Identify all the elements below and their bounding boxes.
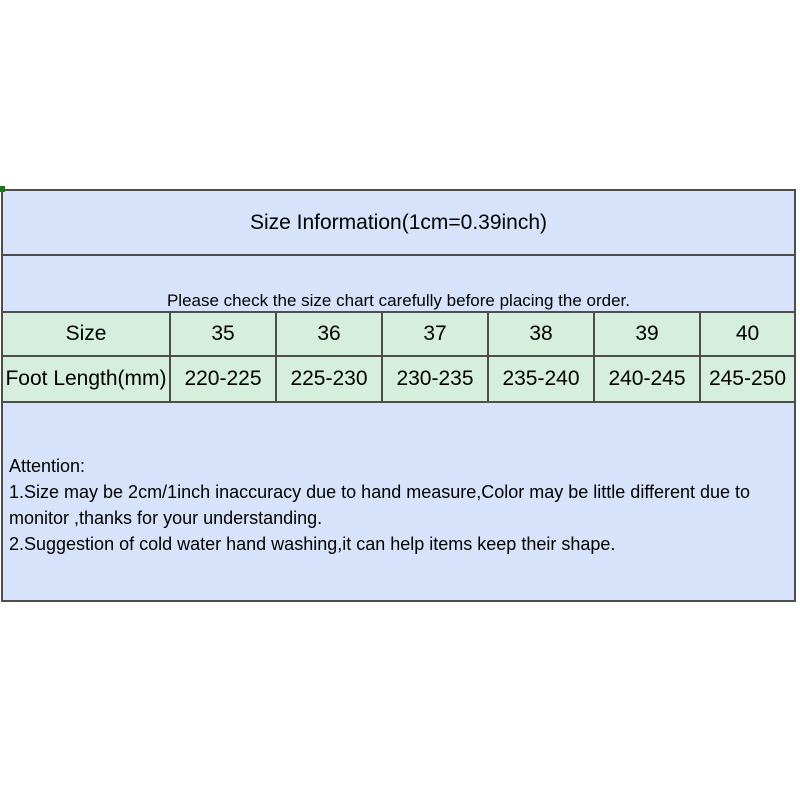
attention-block — [3, 403, 794, 557]
foot-length-row — [2, 356, 795, 402]
foot-length-cell: 245-250 — [700, 356, 795, 402]
foot-length-cell: 225-230 — [276, 356, 382, 402]
attention-line: 1.Size may be 2cm/1inch inaccuracy due to hand measure,Color may be little different due to — [9, 482, 751, 502]
foot-length-cell: 230-235 — [382, 356, 488, 402]
foot-length-cell: 235-240 — [488, 356, 594, 402]
size-row-label: Size — [2, 312, 170, 356]
title-row — [2, 190, 795, 255]
foot-length-cell: 220-225 — [170, 356, 276, 402]
size-value-cell: 38 — [488, 312, 594, 356]
foot-length-label: Foot Length(mm) — [2, 356, 170, 402]
corner-artifact-mark — [0, 186, 5, 192]
size-value-cell: 35 — [170, 312, 276, 356]
size-value-cell: 40 — [700, 312, 795, 356]
size-value-cell: 36 — [276, 312, 382, 356]
attention-line: 2.Suggestion of cold water hand washing,it can help items keep their shape. — [9, 534, 616, 554]
size-value-cell: 39 — [594, 312, 700, 356]
notice-row — [2, 255, 795, 312]
attention-cell — [2, 402, 795, 601]
notice-text: Please check the size chart carefully before placing the order. — [166, 291, 631, 310]
table-title: Size Information(1cm=0.39inch) — [2, 190, 795, 255]
foot-length-cell: 240-245 — [594, 356, 700, 402]
notice-cell — [2, 255, 795, 312]
attention-line: monitor ,thanks for your understanding. — [9, 508, 323, 528]
size-header-row — [2, 312, 795, 356]
size-chart-table — [1, 189, 796, 602]
attention-row — [2, 402, 795, 601]
size-value-cell: 37 — [382, 312, 488, 356]
attention-heading: Attention: — [9, 456, 86, 476]
